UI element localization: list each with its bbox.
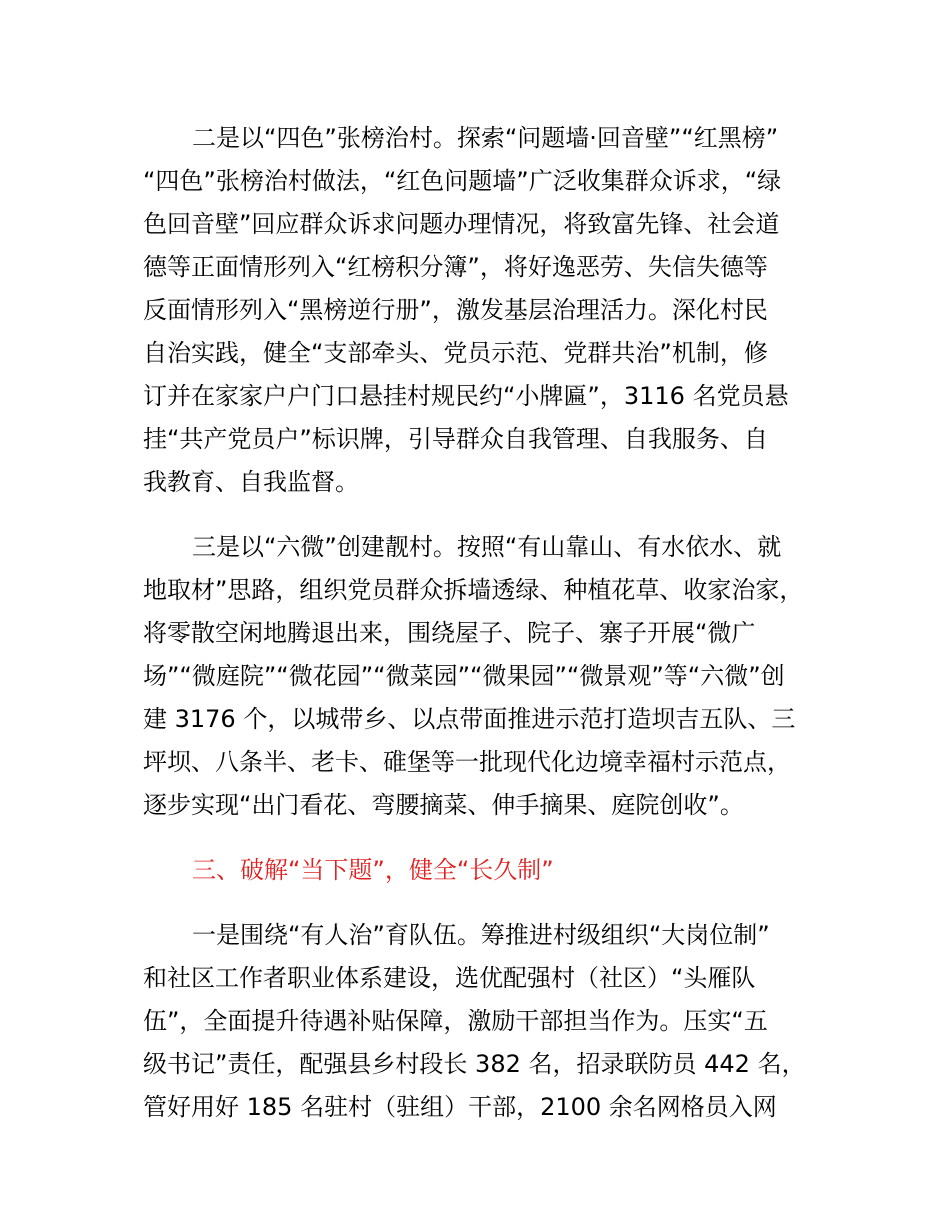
paragraph-2-line-7: 逐步实现“出门看花、弯腰摘菜、伸手摘果、庭院创收”。	[143, 791, 744, 819]
paragraph-3-line-5: 管好用好 185 名驻村（驻组）干部，2100 余名网格员入网	[143, 1093, 777, 1121]
paragraph-2-line-4: 场”“微庭院”“微花园”“微菜园”“微果园”“微景观”等“六微”创	[143, 662, 785, 690]
paragraph-2-line-1: 三是以“六微”创建靓村。按照“有山靠山、有水依水、就	[192, 533, 782, 561]
paragraph-2-line-2: 地取材”思路，组织党员群众拆墙透绿、种植花草、收家治家，	[143, 576, 804, 604]
paragraph-3-line-4: 级书记”责任，配强县乡村段长 382 名，招录联防员 442 名，	[143, 1050, 806, 1078]
paragraph-3-line-3: 伍”，全面提升待遇补贴保障，激励干部担当作为。压实“五	[143, 1007, 768, 1035]
paragraph-1-line-6: 自治实践，健全“支部牵头、党员示范、党群共治”机制，修	[143, 339, 768, 367]
paragraph-3-line-2: 和社区工作者职业体系建设，选优配强村（社区）“头雁队	[143, 964, 756, 992]
paragraph-1-line-5: 反面情形列入“黑榜逆行册”，激发基层治理活力。深化村民	[143, 296, 768, 324]
paragraph-2-line-6: 坪坝、八条半、老卡、碓堡等一批现代化边境幸福村示范点，	[143, 748, 791, 776]
paragraph-1-line-9: 我教育、自我监督。	[143, 468, 359, 496]
paragraph-1-line-8: 挂“共产党员户”标识牌，引导群众自我管理、自我服务、自	[143, 425, 768, 453]
paragraph-1-line-1: 二是以“四色”张榜治村。探索“问题墙·回音壁”“红黑榜”	[192, 124, 779, 152]
paragraph-1-line-4: 德等正面情形列入“红榜积分簿”，将好逸恶劳、失信失德等	[143, 253, 768, 281]
paragraph-3-line-1: 一是围绕“有人治”育队伍。筹推进村级组织“大岗位制”	[192, 921, 770, 949]
paragraph-1-line-7: 订并在家家户户门口悬挂村规民约“小牌匾”，3116 名党员悬	[143, 382, 789, 410]
paragraph-2-line-5: 建 3176 个，以城带乡、以点带面推进示范打造坝吉五队、三	[143, 705, 796, 733]
paragraph-1-line-2: “四色”张榜治村做法，“红色问题墙”广泛收集群众诉求，“绿	[143, 167, 782, 195]
paragraph-1-line-3: 色回音壁”回应群众诉求问题办理情况，将致富先锋、社会道	[143, 210, 780, 238]
section-heading: 三、破解“当下题”，健全“长久制”	[192, 856, 554, 884]
paragraph-2-line-3: 将零散空闲地腾退出来，围绕屋子、院子、寨子开展“微广	[143, 619, 756, 647]
